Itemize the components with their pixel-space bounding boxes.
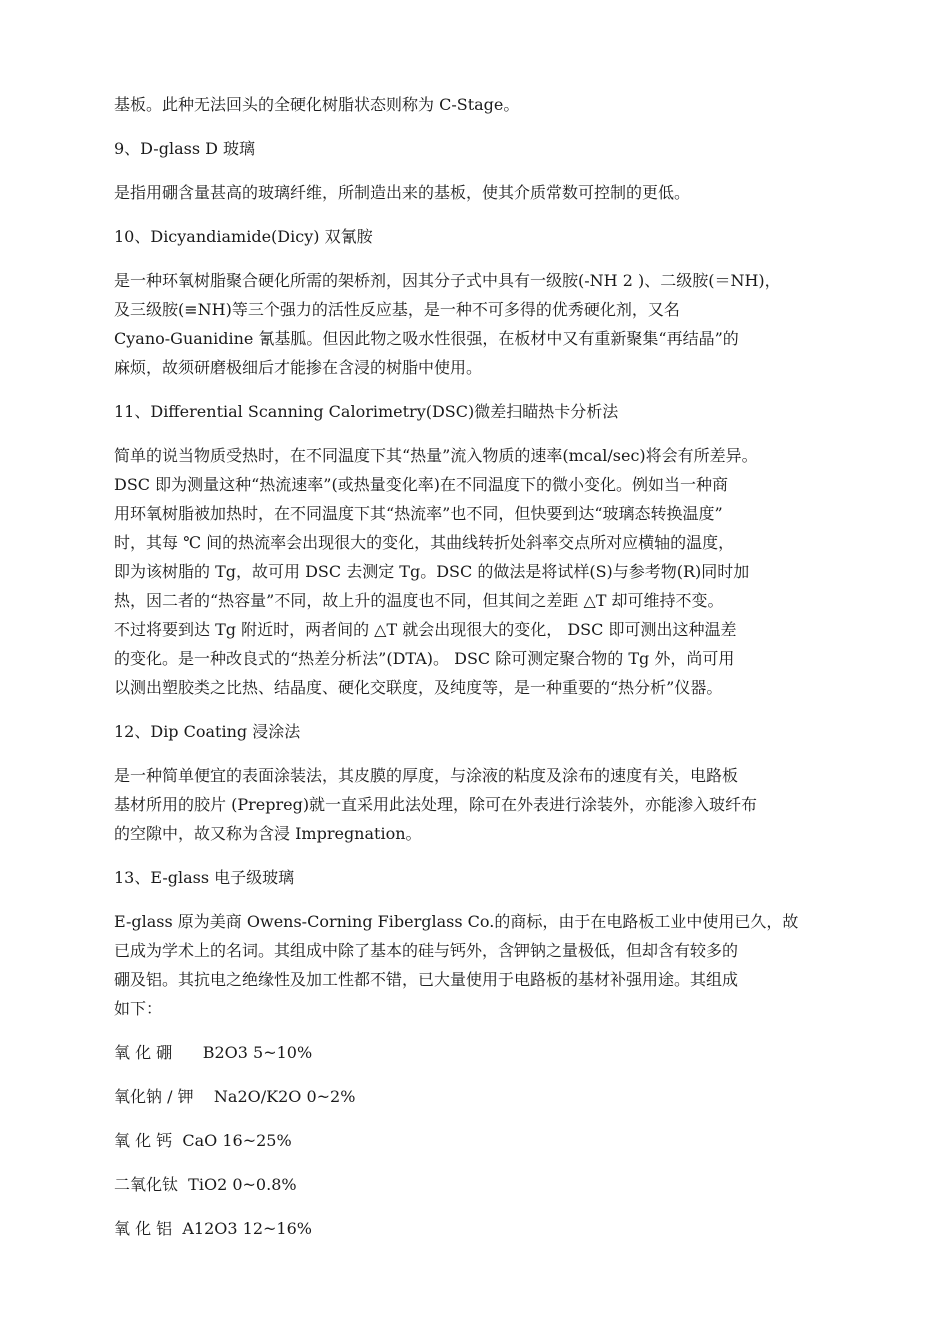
paragraph-line: 简单的说当物质受热时，在不同温度下其“热量”流入物质的速率(mcal/sec)将会有所差异。	[114, 446, 758, 465]
paragraph-line: 的变化。是一种改良式的“热差分析法”(DTA)。 DSC 除可测定聚合物的 Tg 外，尚可用	[114, 649, 735, 668]
paragraph-line: 热，因二者的“热容量”不同，故上升的温度也不同，但其间之差距 △T 却可维持不变。	[114, 591, 724, 610]
paragraph-line: E-glass 原为美商 Owens-Corning Fiberglass Co.的商标，由于在电路板工业中使用已久，故	[114, 912, 799, 931]
paragraph-line: 硼及铝。其抗电之绝缘性及加工性都不错，已大量使用于电路板的基材补强用途。其组成	[114, 970, 739, 989]
section-13-heading: 13、E-glass 电子级玻璃	[114, 868, 295, 887]
paragraph-line: 是一种简单便宜的表面涂装法，其皮膜的厚度，与涂液的粘度及涂布的速度有关，电路板	[114, 766, 739, 785]
paragraph-line: 基材所用的胶片 (Prepreg)就一直采用此法处理，除可在外表进行涂装外，亦能渗入玻纤布	[114, 795, 758, 814]
section-12-heading: 12、Dip Coating 浸涂法	[114, 722, 301, 741]
section-11-heading: 11、Differential Scanning Calorimetry(DSC)微差扫瞄热卡分析法	[114, 402, 619, 421]
document-page	[114, 90, 866, 1243]
paragraph-line: 以测出塑胶类之比热、结晶度、硬化交联度，及纯度等，是一种重要的“热分析”仪器。	[114, 678, 723, 697]
composition-item: 氧化钠 / 钾 Na2O/K2O 0~2%	[114, 1087, 356, 1106]
paragraph-line: 时，其每 ℃ 间的热流率会出现很大的变化，其曲线转折处斜率交点所对应横轴的温度，	[114, 533, 735, 552]
paragraph-line: Cyano-Guanidine 氰基胍。但因此物之吸水性很强，在板材中又有重新聚集“再结晶”的	[114, 329, 739, 348]
section-9-heading: 9、D-glass D 玻璃	[114, 139, 256, 158]
paragraph-line: 是一种环氧树脂聚合硬化所需的架桥剂，因其分子式中具有一级胺(-NH 2 )、二级胺(＝NH)，	[114, 271, 781, 290]
section-10-paragraph	[114, 266, 866, 382]
composition-item: 氧 化 铝 A12O3 12~16%	[114, 1219, 312, 1238]
paragraph-line: 不过将要到达 Tg 附近时，两者间的 △T 就会出现很大的变化， DSC 即可测出这种温差	[114, 620, 737, 639]
paragraph-line: 及三级胺(≡NH)等三个强力的活性反应基，是一种不可多得的优秀硬化剂，又名	[114, 300, 680, 319]
composition-item: 二氧化钛 TiO2 0~0.8%	[114, 1175, 297, 1194]
composition-list	[114, 1038, 866, 1243]
paragraph-line: 用环氧树脂被加热时，在不同温度下其“热流率”也不同，但快要到达“玻璃态转换温度”	[114, 504, 723, 523]
composition-item: 氧 化 硼 B2O3 5~10%	[114, 1043, 313, 1062]
paragraph-line: 的空隙中，故又称为含浸 Impregnation。	[114, 824, 422, 843]
paragraph-line: 如下：	[114, 999, 163, 1018]
section-11-paragraph	[114, 441, 866, 702]
section-10-heading: 10、Dicyandiamide(Dicy) 双氰胺	[114, 227, 373, 246]
paragraph-line: DSC 即为测量这种“热流速率”(或热量变化率)在不同温度下的微小变化。例如当一种商	[114, 475, 728, 494]
paragraph-line: 已成为学术上的名词。其组成中除了基本的硅与钙外，含钾钠之量极低，但却含有较多的	[114, 941, 739, 960]
section-9-paragraph	[114, 178, 866, 207]
composition-item: 氧 化 钙 CaO 16~25%	[114, 1131, 292, 1150]
paragraph-line: 麻烦，故须研磨极细后才能掺在含浸的树脂中使用。	[114, 358, 483, 377]
intro-line: 基板。此种无法回头的全硬化树脂状态则称为 C-Stage。	[114, 95, 520, 114]
section-12-paragraph	[114, 761, 866, 848]
paragraph-line: 即为该树脂的 Tg，故可用 DSC 去测定 Tg。DSC 的做法是将试样(S)与参考物(R)同时加	[114, 562, 750, 581]
paragraph-line: 是指用硼含量甚高的玻璃纤维，所制造出来的基板，使其介质常数可控制的更低。	[114, 183, 691, 202]
section-13-paragraph	[114, 907, 866, 1023]
